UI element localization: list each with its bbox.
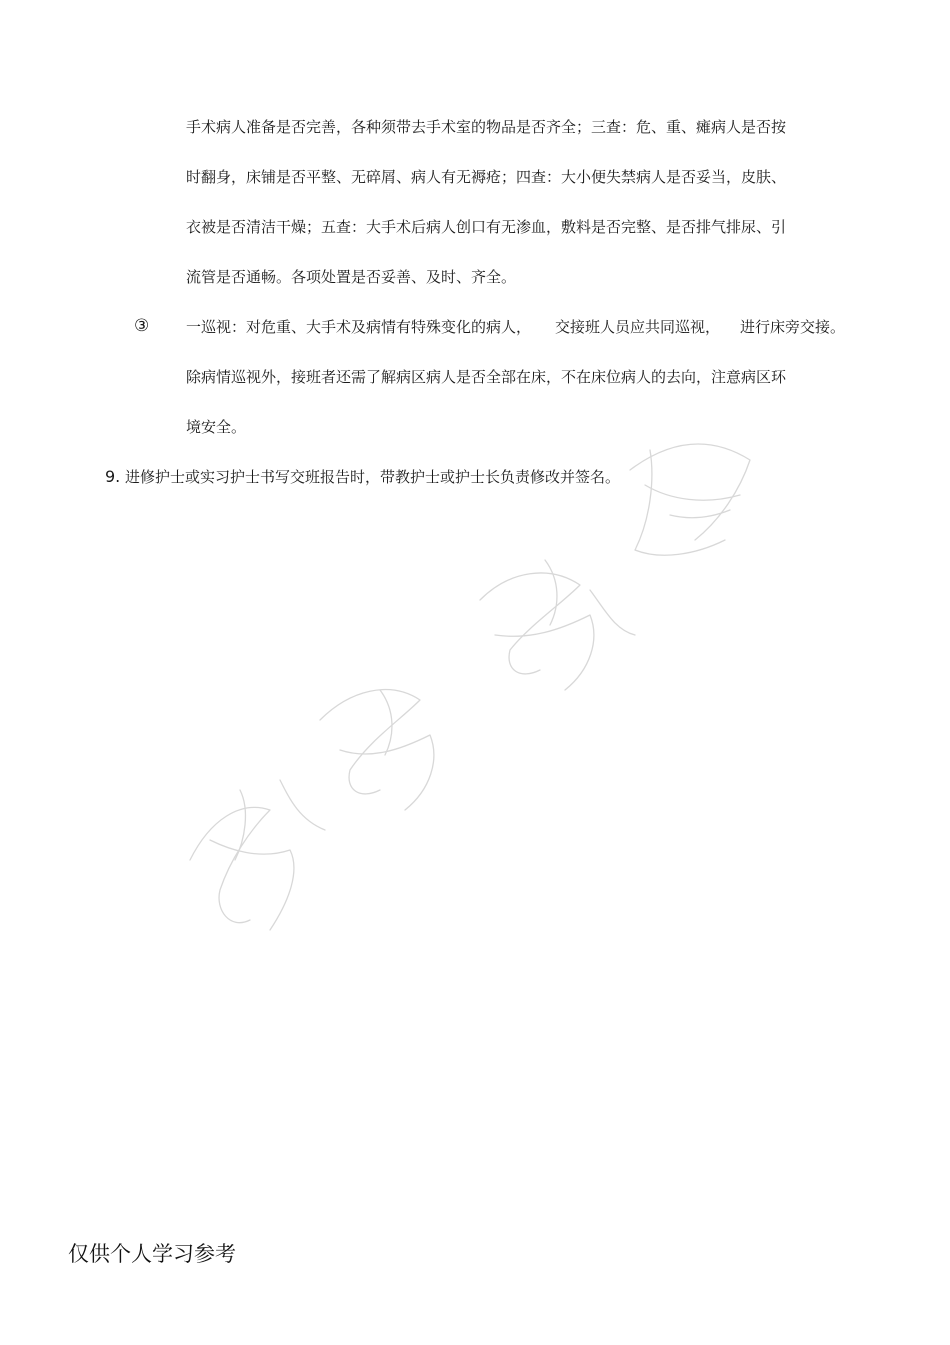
- item3-part-2: 交接班人员应共同巡视，: [555, 318, 721, 336]
- item3-part-3: 进行床旁交接。: [740, 318, 846, 336]
- list-item-9-number: 9.: [105, 467, 121, 486]
- item3-part-1: 一巡视：对危重、大手术及病情有特殊变化的病人，: [186, 318, 532, 336]
- item3-line-3: 境安全。: [186, 418, 247, 436]
- paragraph-line-1: 手术病人准备是否完善，各种须带去手术室的物品是否齐全；三查：危、重、瘫病人是否按: [186, 118, 787, 136]
- item3-line-1: [186, 317, 845, 337]
- list-marker-circled-3: ③: [134, 316, 150, 336]
- watermark-calligraphy: [150, 390, 790, 960]
- item3-line-2: 除病情巡视外，接班者还需了解病区病人是否全部在床，不在床位病人的去向，注意病区环: [186, 368, 787, 386]
- paragraph-line-2: 时翻身，床铺是否平整、无碎屑、病人有无褥疮；四查：大小便失禁病人是否妥当，皮肤、: [186, 168, 787, 186]
- paragraph-line-3: 衣被是否清洁干燥；五查：大手术后病人创口有无渗血，敷料是否完整、是否排气排尿、引: [186, 218, 787, 236]
- list-item-9-text: 进修护士或实习护士书写交班报告时，带教护士或护士长负责修改并签名。: [125, 468, 621, 486]
- footer-note: 仅供个人学习参考: [68, 1242, 236, 1266]
- paragraph-line-4: 流管是否通畅。各项处置是否妥善、及时、齐全。: [186, 268, 517, 286]
